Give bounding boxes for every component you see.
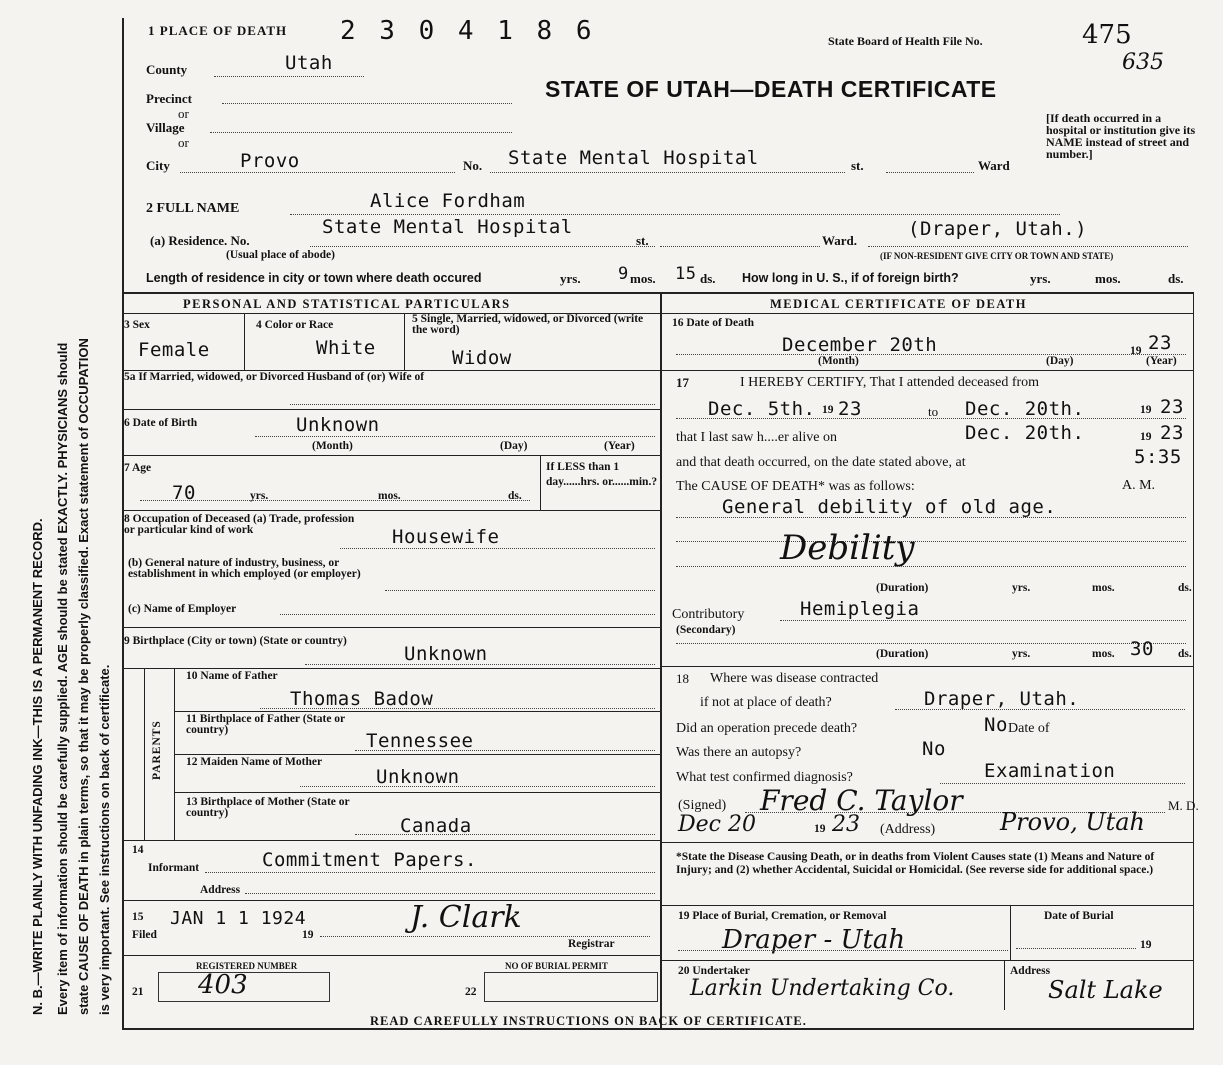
file-number-2: 635 xyxy=(1122,50,1164,75)
autopsy-value: No xyxy=(922,738,946,760)
street-value: State Mental Hospital xyxy=(508,147,759,169)
street-no-label: No. xyxy=(463,158,483,173)
length-yrs-label: yrs. xyxy=(560,271,581,286)
contributory-value: Hemiplegia xyxy=(800,598,920,620)
residence-ward-label: Ward. xyxy=(822,233,858,248)
last-saw-19-label: 19 xyxy=(1140,431,1152,443)
where-number: 18 xyxy=(676,671,689,686)
burial-date-label: Date of Burial xyxy=(1044,910,1114,922)
informant-address-label: Address xyxy=(200,884,241,896)
last-saw-text: that I last saw h....er alive on xyxy=(676,430,837,445)
informant-number: 14 xyxy=(132,844,144,856)
marital-value: Widow xyxy=(452,347,512,369)
sign-date-value: Dec 20 xyxy=(678,812,756,837)
duration-mos-1: mos. xyxy=(1092,582,1115,594)
race-label: 4 Color or Race xyxy=(256,319,334,331)
operation-date-label: Date of xyxy=(1008,721,1050,736)
parents-label: PARENTS xyxy=(151,720,163,780)
footer-instructions: READ CAREFULLY INSTRUCTIONS ON BACK OF CERTIFICATE. xyxy=(370,1014,807,1028)
dob-day-label: (Day) xyxy=(500,440,528,452)
residence-label: (a) Residence. No. xyxy=(150,233,250,248)
precinct-label: Precinct xyxy=(146,91,192,106)
residence-st-label: st. xyxy=(636,233,649,248)
certify-number: 17 xyxy=(676,375,689,390)
field-21-label: 21 xyxy=(132,986,144,998)
duration-label-1: (Duration) xyxy=(876,582,929,594)
full-name-value: Alice Fordham xyxy=(370,190,526,212)
death-day-label: (Day) xyxy=(1046,355,1074,367)
hospital-note: [If death occurred in a hospital or institution give its NAME instead of street and number.] xyxy=(1046,111,1196,161)
from-year-value: 23 xyxy=(838,398,862,420)
last-saw-year-value: 23 xyxy=(1160,422,1184,444)
city-value: Provo xyxy=(240,150,300,172)
less-than-label: If LESS than 1 day......hrs. or......min.? xyxy=(546,461,658,488)
duration-label-2: (Duration) xyxy=(876,648,929,660)
from-date-value: Dec. 5th. xyxy=(708,398,816,420)
center-divider xyxy=(660,292,662,1028)
length-residence-label: Length of residence in city or town where death occured xyxy=(146,271,482,285)
marital-label: 5 Single, Married, widowed, or Divorced (write the word) xyxy=(412,313,644,336)
or-text-1: or xyxy=(178,106,189,121)
to-19-label: 19 xyxy=(1140,404,1152,416)
age-ds-label: ds. xyxy=(508,490,522,502)
full-name-label: 2 FULL NAME xyxy=(146,201,240,216)
occupation-value: Housewife xyxy=(392,526,500,548)
mother-label: 12 Maiden Name of Mother xyxy=(186,756,323,768)
sign-year-value: 23 xyxy=(832,812,860,837)
file-number: 475 xyxy=(1082,20,1132,50)
section-rule-top xyxy=(122,292,1194,294)
test-label: What test confirmed diagnosis? xyxy=(676,770,853,785)
industry-label: (b) General nature of industry, business, or establishment in which employed (or employer) xyxy=(128,557,361,580)
registrar-signature: J. Clark xyxy=(410,900,522,935)
registrar-label: Registrar xyxy=(568,938,615,950)
length-months-value: 9 xyxy=(618,264,629,284)
cause-label: The CAUSE OF DEATH* was as follows: xyxy=(676,479,915,494)
time-value: 5:35 xyxy=(1134,446,1182,468)
signed-label: (Signed) xyxy=(678,798,727,813)
registered-number-label: REGISTERED NUMBER xyxy=(196,961,298,971)
physician-signature: Fred C. Taylor xyxy=(760,784,963,817)
undertaker-address-label: Address xyxy=(1010,965,1051,977)
filed-19-label: 19 xyxy=(302,929,314,941)
file-label: State Board of Health File No. xyxy=(828,34,983,48)
burial-19-label: 19 xyxy=(1140,939,1152,951)
where-label: Where was disease contracted xyxy=(710,671,879,686)
burial-place-value: Draper - Utah xyxy=(722,925,906,955)
sign-19-label: 19 xyxy=(814,823,826,835)
age-yrs-label: yrs. xyxy=(250,490,269,502)
dob-value: Unknown xyxy=(296,414,380,436)
place-of-death-label: 1 PLACE OF DEATH xyxy=(148,23,288,38)
informant-label: Informant xyxy=(148,862,200,874)
spouse-label: 5a If Married, widowed, or Divorced Husband of (or) Wife of xyxy=(124,371,425,383)
right-border xyxy=(1193,292,1194,1028)
md-label: M. D. xyxy=(1168,798,1199,813)
certify-text: I HEREBY CERTIFY, That I attended deceased from xyxy=(740,375,1040,390)
death-year-value: 23 xyxy=(1148,332,1172,354)
ward-label: Ward xyxy=(978,158,1010,173)
father-value: Thomas Badow xyxy=(290,688,434,710)
mother-birthplace-value: Canada xyxy=(400,815,472,837)
father-birthplace-label: 11 Birthplace of Father (State or country) xyxy=(186,713,345,736)
cause-value: General debility of old age. xyxy=(722,496,1057,518)
autopsy-label: Was there an autopsy? xyxy=(676,745,802,760)
filed-label: Filed xyxy=(132,929,157,941)
personal-section-title: PERSONAL AND STATISTICAL PARTICULARS xyxy=(183,297,511,311)
burial-permit-box xyxy=(484,972,658,1002)
foreign-mos-label: mos. xyxy=(1095,271,1121,286)
death-month-label: (Month) xyxy=(818,355,859,367)
employer-label: (c) Name of Employer xyxy=(128,603,237,615)
undertaker-address-value: Salt Lake xyxy=(1048,976,1163,1004)
foreign-ds-label: ds. xyxy=(1168,271,1184,286)
or-text-2: or xyxy=(178,135,189,150)
residence-value: State Mental Hospital xyxy=(322,216,573,238)
cert-number: 2 3 0 4 1 8 6 xyxy=(340,16,596,46)
occurred-text: and that death occurred, on the date stated above, at xyxy=(676,455,966,470)
length-ds-label: ds. xyxy=(700,271,716,286)
informant-value: Commitment Papers. xyxy=(262,849,477,871)
city-label: City xyxy=(146,158,170,173)
undertaker-value: Larkin Undertaking Co. xyxy=(690,976,955,1001)
operation-label: Did an operation precede death? xyxy=(676,721,858,736)
age-mos-label: mos. xyxy=(378,490,401,502)
contributory-label: Contributory xyxy=(672,607,745,622)
foreign-yrs-label: yrs. xyxy=(1030,271,1051,286)
st-label: st. xyxy=(851,158,864,173)
mother-value: Unknown xyxy=(376,766,460,788)
foreign-label: How long in U. S., if of foreign birth? xyxy=(742,271,959,285)
where-value: Draper, Utah. xyxy=(924,688,1080,710)
filed-number: 15 xyxy=(132,911,144,923)
abode-note: (Usual place of abode) xyxy=(226,249,335,261)
margin-note-1: N. B.—WRITE PLAINLY WITH UNFADING INK—THIS IS A PERMANENT RECORD. xyxy=(30,518,45,1015)
sex-value: Female xyxy=(138,339,210,361)
registered-number-value: 403 xyxy=(198,970,248,1000)
ampm-label: A. M. xyxy=(1122,478,1156,493)
birthplace-label: 9 Birthplace (City or town) (State or country) xyxy=(124,635,347,647)
dob-year-label: (Year) xyxy=(604,440,635,452)
page-title: STATE OF UTAH—DEATH CERTIFICATE xyxy=(545,76,997,102)
county-label: County xyxy=(146,62,188,77)
footnote: *State the Disease Causing Death, or in deaths from Violent Causes state (1) Means and Nature of Injury; and (2) whether Accidental, Suicidal or Homicidal. (See reverse side for additional space.) xyxy=(676,851,1155,876)
not-place-label: if not at place of death? xyxy=(700,695,832,710)
length-mos-label: mos. xyxy=(630,271,656,286)
age-value: 70 xyxy=(172,482,196,504)
father-birthplace-value: Tennessee xyxy=(366,730,474,752)
death-year-label: (Year) xyxy=(1146,355,1177,367)
death-date-value: December 20th xyxy=(782,334,938,356)
last-saw-date-value: Dec. 20th. xyxy=(965,422,1085,444)
county-value: Utah xyxy=(285,52,333,74)
cause-handwritten: Debility xyxy=(780,528,915,568)
duration-ds-1: ds. xyxy=(1178,582,1192,594)
residence-ward-value: (Draper, Utah.) xyxy=(908,218,1088,240)
medical-section-title: MEDICAL CERTIFICATE OF DEATH xyxy=(770,297,1027,311)
field-22-label: 22 xyxy=(465,986,477,998)
secondary-label: (Secondary) xyxy=(676,624,736,636)
sign-address-value: Provo, Utah xyxy=(1000,808,1145,836)
margin-note-3: state CAUSE OF DEATH in plain terms, so that it may be properly classified. Exact statement of OCCUPATION xyxy=(76,338,91,1015)
sign-address-label: (Address) xyxy=(880,822,936,837)
test-value: Examination xyxy=(984,760,1116,782)
duration-mos-2: mos. xyxy=(1092,648,1115,660)
death-19-label: 19 xyxy=(1130,345,1142,357)
occupation-label: 8 Occupation of Deceased (a) Trade, profession or particular kind of work xyxy=(124,513,355,536)
filed-date-stamp: JAN 1 1 1924 xyxy=(170,908,307,929)
burial-label: 19 Place of Burial, Cremation, or Removal xyxy=(678,910,887,922)
age-label: 7 Age xyxy=(124,462,152,474)
to-date-value: Dec. 20th. xyxy=(965,398,1085,420)
death-date-label: 16 Date of Death xyxy=(672,317,755,329)
sex-label: 3 Sex xyxy=(124,319,150,331)
burial-permit-label: NO OF BURIAL PERMIT xyxy=(505,961,608,971)
contributory-months-value: 30 xyxy=(1130,638,1154,660)
from-19-label: 19 xyxy=(822,404,834,416)
margin-note-2: Every item of information should be carefully supplied. AGE should be stated EXACTLY. PHYSICIANS should xyxy=(55,342,70,1015)
village-label: Village xyxy=(146,120,185,135)
to-year-value: 23 xyxy=(1160,396,1184,418)
undertaker-label: 20 Undertaker xyxy=(678,965,750,977)
dob-label: 6 Date of Birth xyxy=(124,417,198,429)
birthplace-value: Unknown xyxy=(404,643,488,665)
to-label: to xyxy=(928,404,939,419)
duration-ds-2: ds. xyxy=(1178,648,1192,660)
margin-note-4: is very important. See instructions on back of certificate. xyxy=(97,664,112,1015)
nonresident-note: (IF NON-RESIDENT GIVE CITY OR TOWN AND STATE) xyxy=(880,251,1114,261)
operation-value: No xyxy=(984,714,1008,736)
father-label: 10 Name of Father xyxy=(186,670,278,682)
duration-yrs-2: yrs. xyxy=(1012,648,1031,660)
race-value: White xyxy=(316,337,376,359)
mother-birthplace-label: 13 Birthplace of Mother (State or country) xyxy=(186,796,350,819)
duration-yrs-1: yrs. xyxy=(1012,582,1031,594)
dob-month-label: (Month) xyxy=(312,440,353,452)
length-days-value: 15 xyxy=(675,264,697,284)
